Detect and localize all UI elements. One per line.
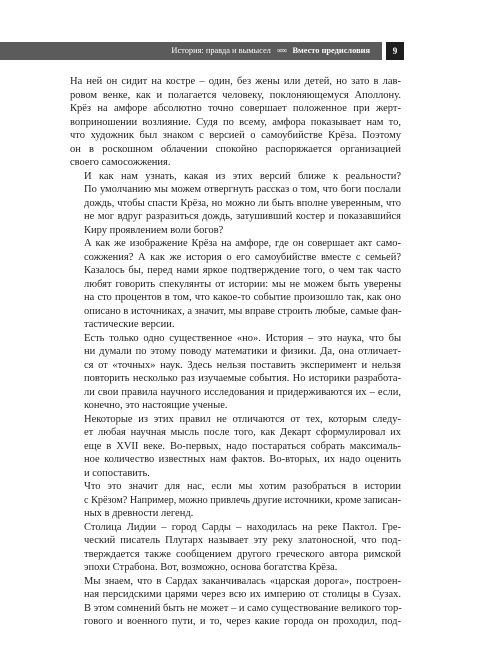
text-line: повторить несколько раз изучаемые события. Но историки разработа- [84, 373, 401, 384]
page-body [70, 75, 401, 629]
text-line: ных в древности легенд. [84, 508, 194, 519]
text-line: не мог вдруг разразиться дождь, затушивший костер и показавшийся [84, 211, 401, 222]
text-line: ли свои правила научного исследования и придерживаются их – если, [84, 386, 401, 398]
text-line: ное количество известных нам фактов. Во-вторых, их надо оценить [84, 454, 401, 465]
text-line: Мы знаем, что в Сардах заканчивалась «царская дорога», построен- [84, 575, 401, 587]
text-line: Казалось бы, перед нами яркое подтверждение того, о чем так часто [84, 265, 401, 276]
text-line: Некоторые из этих правил не отличаются от тех, которым следу- [84, 413, 401, 425]
text-line: описано в источниках, а значит, мы вправе строить любые, самые фан- [84, 305, 402, 317]
text-line: тверждается также сообщением другого греческого автора римской [84, 548, 401, 560]
text-line: воприношении возлияние. Судя по всему, амфора показывает нам то, [70, 116, 401, 128]
paragraph [70, 237, 401, 332]
text-line: гового и военного пути, и то, через какие города он проходил, под- [84, 616, 401, 627]
text-line: он в роскошном облачении спокойно распоряжается организацией [70, 143, 401, 155]
ornament-separator-icon: ∞∞ [276, 46, 287, 55]
text-line: сожжения? А как же история о его самоубийстве вместе с семьей? [84, 251, 401, 263]
text-line: эпохи Страбона. Вот, возможно, основа богатства Крёза. [84, 562, 338, 573]
text-line: Столица Лидии – город Сарды – находилась на реке Пактол. Гре- [84, 521, 401, 533]
text-line: Что это значит для нас, если мы хотим разобраться в истории [84, 481, 401, 492]
text-line: и сопоставить. [84, 467, 150, 479]
text-line: ни думали по этому поводу математики и физики. Да, она отличает- [84, 346, 401, 357]
text-line: своего самосожжения. [70, 157, 171, 168]
text-line: Крёз на амфоре абсолютно точно совершает положенное при жерт- [70, 103, 401, 114]
text-line: На ней он сидит на костре – один, без жены или детей, но зато в лав- [70, 76, 401, 87]
text-line: ческий писатель Плутарх называет эту реку златоносной, что под- [84, 535, 401, 546]
text-line: тастические версии. [84, 319, 175, 330]
text-line: с Крёзом? Например, можно привлечь другие источники, кроме записан- [84, 494, 401, 506]
text-line: Есть только одно существенное «но». История – это наука, что бы [84, 332, 401, 344]
text-line: А как же изображение Крёза на амфоре, где он совершает акт само- [84, 238, 401, 249]
paragraph [70, 75, 401, 170]
paragraph [70, 575, 401, 629]
text-line: еще в XVII веке. Во-первых, надо постараться собрать максималь- [84, 440, 401, 452]
text-line: ет любая научная мысль после того, как Декарт сформулировал их [84, 427, 401, 438]
paragraph [70, 480, 401, 521]
text-line: что художник был знаком с версией о самоубийстве Крёза. Поэтому [70, 130, 401, 141]
text-line: И как нам узнать, какая из этих версий ближе к реальности? [84, 170, 401, 182]
paragraph [70, 521, 401, 575]
text-line: ная персидскими царями через всю их империю от столицы в Сузах. [84, 589, 401, 600]
text-line: Киру проявлением воли богов? [84, 224, 224, 236]
text-line: ровом венке, как и полагается человеку, поклоняющемуся Аполлону. [70, 89, 401, 101]
paragraph [70, 332, 401, 413]
running-header [0, 42, 382, 60]
page-number: 9 [386, 42, 404, 60]
text-line: на сто процентов в том, что какое-то событие произошло так, как оно [84, 292, 401, 303]
text-line: дождь, чтобы спасти Крёза, но можно ли быть вполне уверенным, что [84, 197, 401, 209]
text-line: конечно, это настоящие ученые. [84, 400, 228, 411]
text-line: В этом сомнений быть не может – и само существование великого тор- [84, 602, 402, 614]
paragraph [70, 170, 401, 238]
text-line: ся от «точных» наук. Здесь нельзя поставить эксперимент и нельзя [84, 359, 401, 371]
section-title: Вместо предисловия [292, 46, 370, 55]
book-title: История: правда и вымысел [171, 46, 271, 55]
text-line: По умолчанию мы можем отвергнуть рассказ о том, что боги послали [84, 184, 401, 195]
text-line: любят говорить спекулянты от истории: мы не можем быть уверены [84, 278, 401, 290]
paragraph [70, 413, 401, 481]
